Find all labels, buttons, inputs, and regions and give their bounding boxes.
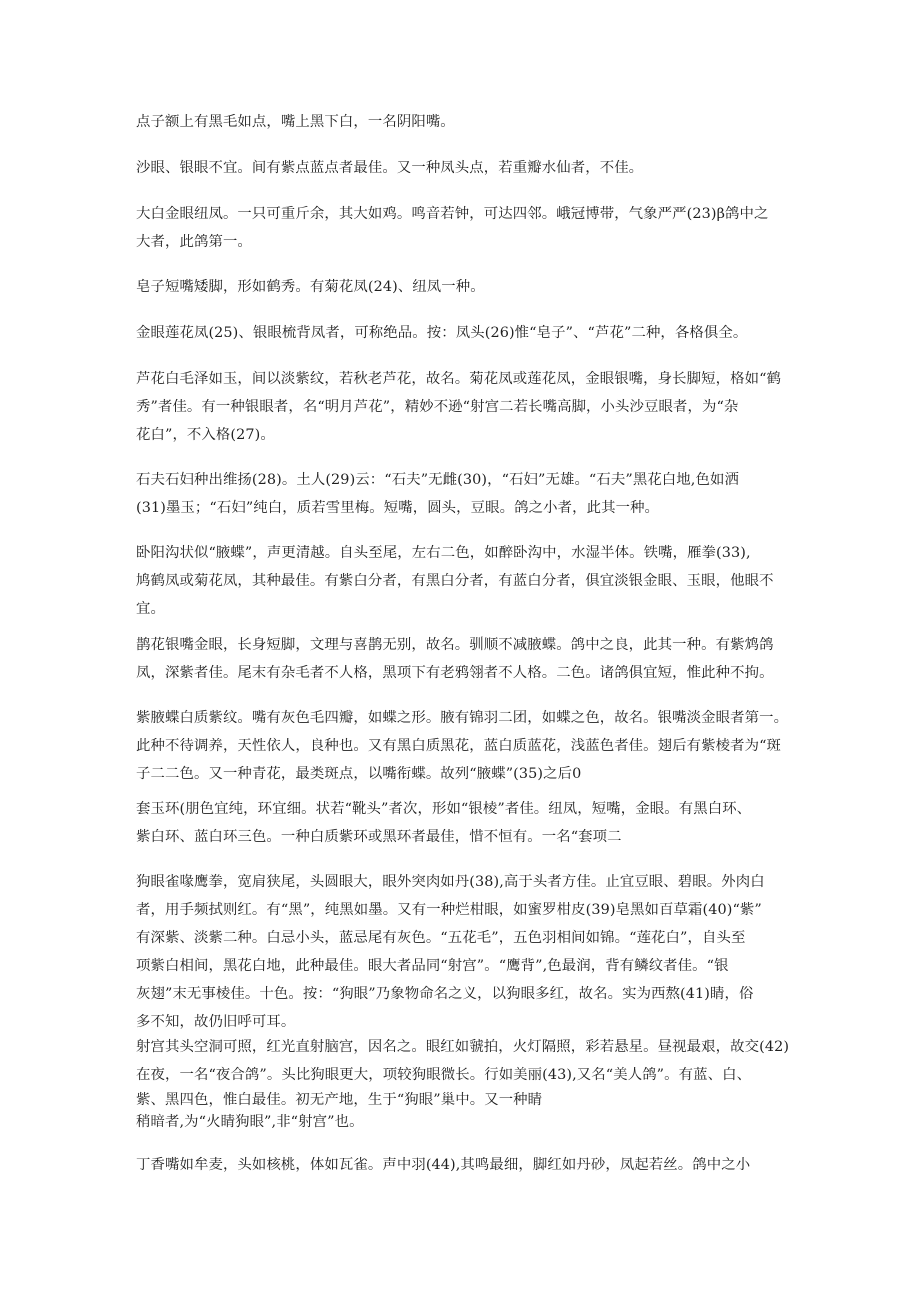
text-line: 花白”，不入格(27)。	[136, 427, 275, 443]
text-line: 点子额上有黑毛如点，嘴上黑下白，一名阴阳嘴。	[136, 114, 455, 130]
paragraph-jinyan-lianhuafeng	[136, 319, 806, 347]
paragraph-luhuabai	[136, 365, 806, 449]
text-line: 此种不待调养，天性依人，良种也。又有黑白质黑花，蓝白质蓝花，浅蓝色者佳。翅后有紫棱者为“斑	[136, 738, 782, 754]
text-line: 鹊花银嘴金眼，长身短脚，文理与喜鹊无别，故名。驯顺不减腋蝶。鸽中之良，此其一种。有紫鸩鸽	[136, 637, 774, 653]
paragraph-dianzi	[136, 108, 806, 136]
text-line: 多不知，故仍旧呼可耳。	[136, 1014, 296, 1030]
text-line: (31)墨玉；“石妇”纯白，质若雪里梅。短嘴，圆头，豆眼。鸽之小者，此其一种。	[136, 500, 660, 516]
paragraph-taoyuhuan	[136, 795, 806, 851]
text-line: 稍暗者,为“火睛狗眼”,非“射宫”也。	[136, 1114, 364, 1130]
text-line: 在夜，一名“夜合鸽”。头比狗眼更大，项较狗眼微长。行如美丽(43),又名“美人鸽”。有蓝、白、	[136, 1067, 752, 1083]
paragraph-shegong	[136, 1033, 806, 1133]
paragraph-dingxiang	[136, 1151, 806, 1179]
text-line: 狗眼雀喙鹰拳，宽肩狭尾，头圆眼大，眼外突肉如丹(38),高于头者方佳。止宜豆眼、碧眼。外肉白	[136, 874, 765, 890]
paragraph-zaozi	[136, 273, 806, 301]
paragraph-gouyan	[136, 868, 806, 1036]
text-line: 鸠鹤凤或菊花凤，其种最佳。有紫白分者，有黑白分者，有蓝白分者，俱宜淡银金眼、玉眼，他眼不	[136, 573, 774, 589]
text-line: 卧阳沟状似“腋蝶”，声更清越。自头至尾，左右二色，如醉卧沟中，水湿半体。铁嘴，雁拳(33),	[136, 545, 751, 561]
text-line: 有深紫、淡紫二种。白忌小头，蓝忌尾有灰色。“五花毛”，五色羽相间如锦。“莲花白”，自头至	[136, 930, 746, 946]
text-line: 宜。	[136, 601, 165, 617]
text-line: 皂子短嘴矮脚，形如鹤秀。有菊花凤(24)、纽凤一种。	[136, 279, 485, 295]
text-line: 秀”者佳。有一种银眼者，名“明月芦花”，精妙不逊“射宫二若长嘴高脚，小头沙豆眼者，为“杂	[136, 399, 739, 415]
paragraph-dabai-jinyan	[136, 200, 806, 256]
text-line: 子二二色。又一种青花，最类斑点，以嘴衔蝶。故列“腋蝶”(35)之后0	[136, 766, 582, 782]
text-line: 金眼莲花凤(25)、银眼梳背凤者，可称绝品。按：凤头(26)惟“皂子”、“芦花”二种，各格俱全。	[136, 325, 748, 341]
text-line: 灰翅”末无事棱佳。十色。按：“狗眼”乃象物命名之义，以狗眼多红，故名。实为西熬(41)睛，俗	[136, 986, 754, 1002]
text-line: 紫腋蝶白质紫纹。嘴有灰色毛四瓣，如蝶之形。腋有锦羽二团，如蝶之色，故名。银嘴淡金眼者第一。	[136, 710, 789, 726]
text-line: 石夫石妇种出维扬(28)。土人(29)云：“石夫”无雌(30)，“石妇”无雄。“石夫”黑花白地,色如洒	[136, 472, 739, 488]
text-line: 丁香嘴如牟麦，头如核桃，体如瓦雀。声中羽(44),其鸣最细，脚红如丹砂，凤起若丝。鸽中之小	[136, 1157, 751, 1173]
paragraph-ziyedie	[136, 704, 806, 788]
text-line: 凤，深紫者佳。尾末有杂毛者不人格，黑项下有老鸦翎者不人格。二色。诸鸽俱宜短，惟此种不拘。	[136, 665, 774, 681]
text-line: 大白金眼纽凤。一只可重斤余，其大如鸡。鸣音若钟，可达四邻。峨冠博带，气象严严(23)β鸽中之	[136, 206, 769, 222]
text-line: 者，用手频拭则红。有“黑”，纯黑如墨。又有一种烂柑眼，如蜜罗柑皮(39)皂黑如百草霜(40)“紫”	[136, 902, 762, 918]
text-line: 紫、黑四色，惟白最佳。初无产地，生于“狗眼”巢中。又一种睛	[136, 1092, 543, 1108]
text-line: 项紫白相间，黑花白地，此种最佳。眼大者品同“射宫”。“鹰背”,色最润，背有鳞纹者佳。“银	[136, 958, 729, 974]
text-line: 沙眼、银眼不宜。间有紫点蓝点者最佳。又一种凤头点，若重瓣水仙者，不佳。	[136, 160, 644, 176]
paragraph-shayan	[136, 154, 806, 182]
text-line: 大者，此鸽第一。	[136, 234, 252, 250]
text-line: 芦花白毛泽如玉，间以淡紫纹，若秋老芦花，故名。菊花凤或莲花凤，金眼银嘴，身长脚短，格如“鹤	[136, 371, 782, 387]
text-line: 套玉环(朋色宜纯，环宜细。状若“靴头”者次，形如“银棱”者佳。纽凤，短嘴，金眼。有黑白环、	[136, 801, 752, 817]
text-line: 射宫其头空洞可照，红光直射脑宫，因名之。眼红如虢拍，火灯隔照，彩若悬星。昼视最艰，故交(42)	[136, 1039, 790, 1055]
text-line: 紫白环、蓝白环三色。一种白质紫环或黑环者最佳，惜不恒有。一名“套项二	[136, 829, 622, 845]
paragraph-shifu-shifu	[136, 466, 806, 522]
paragraph-quehua	[136, 631, 806, 687]
paragraph-woyanggou	[136, 539, 806, 623]
